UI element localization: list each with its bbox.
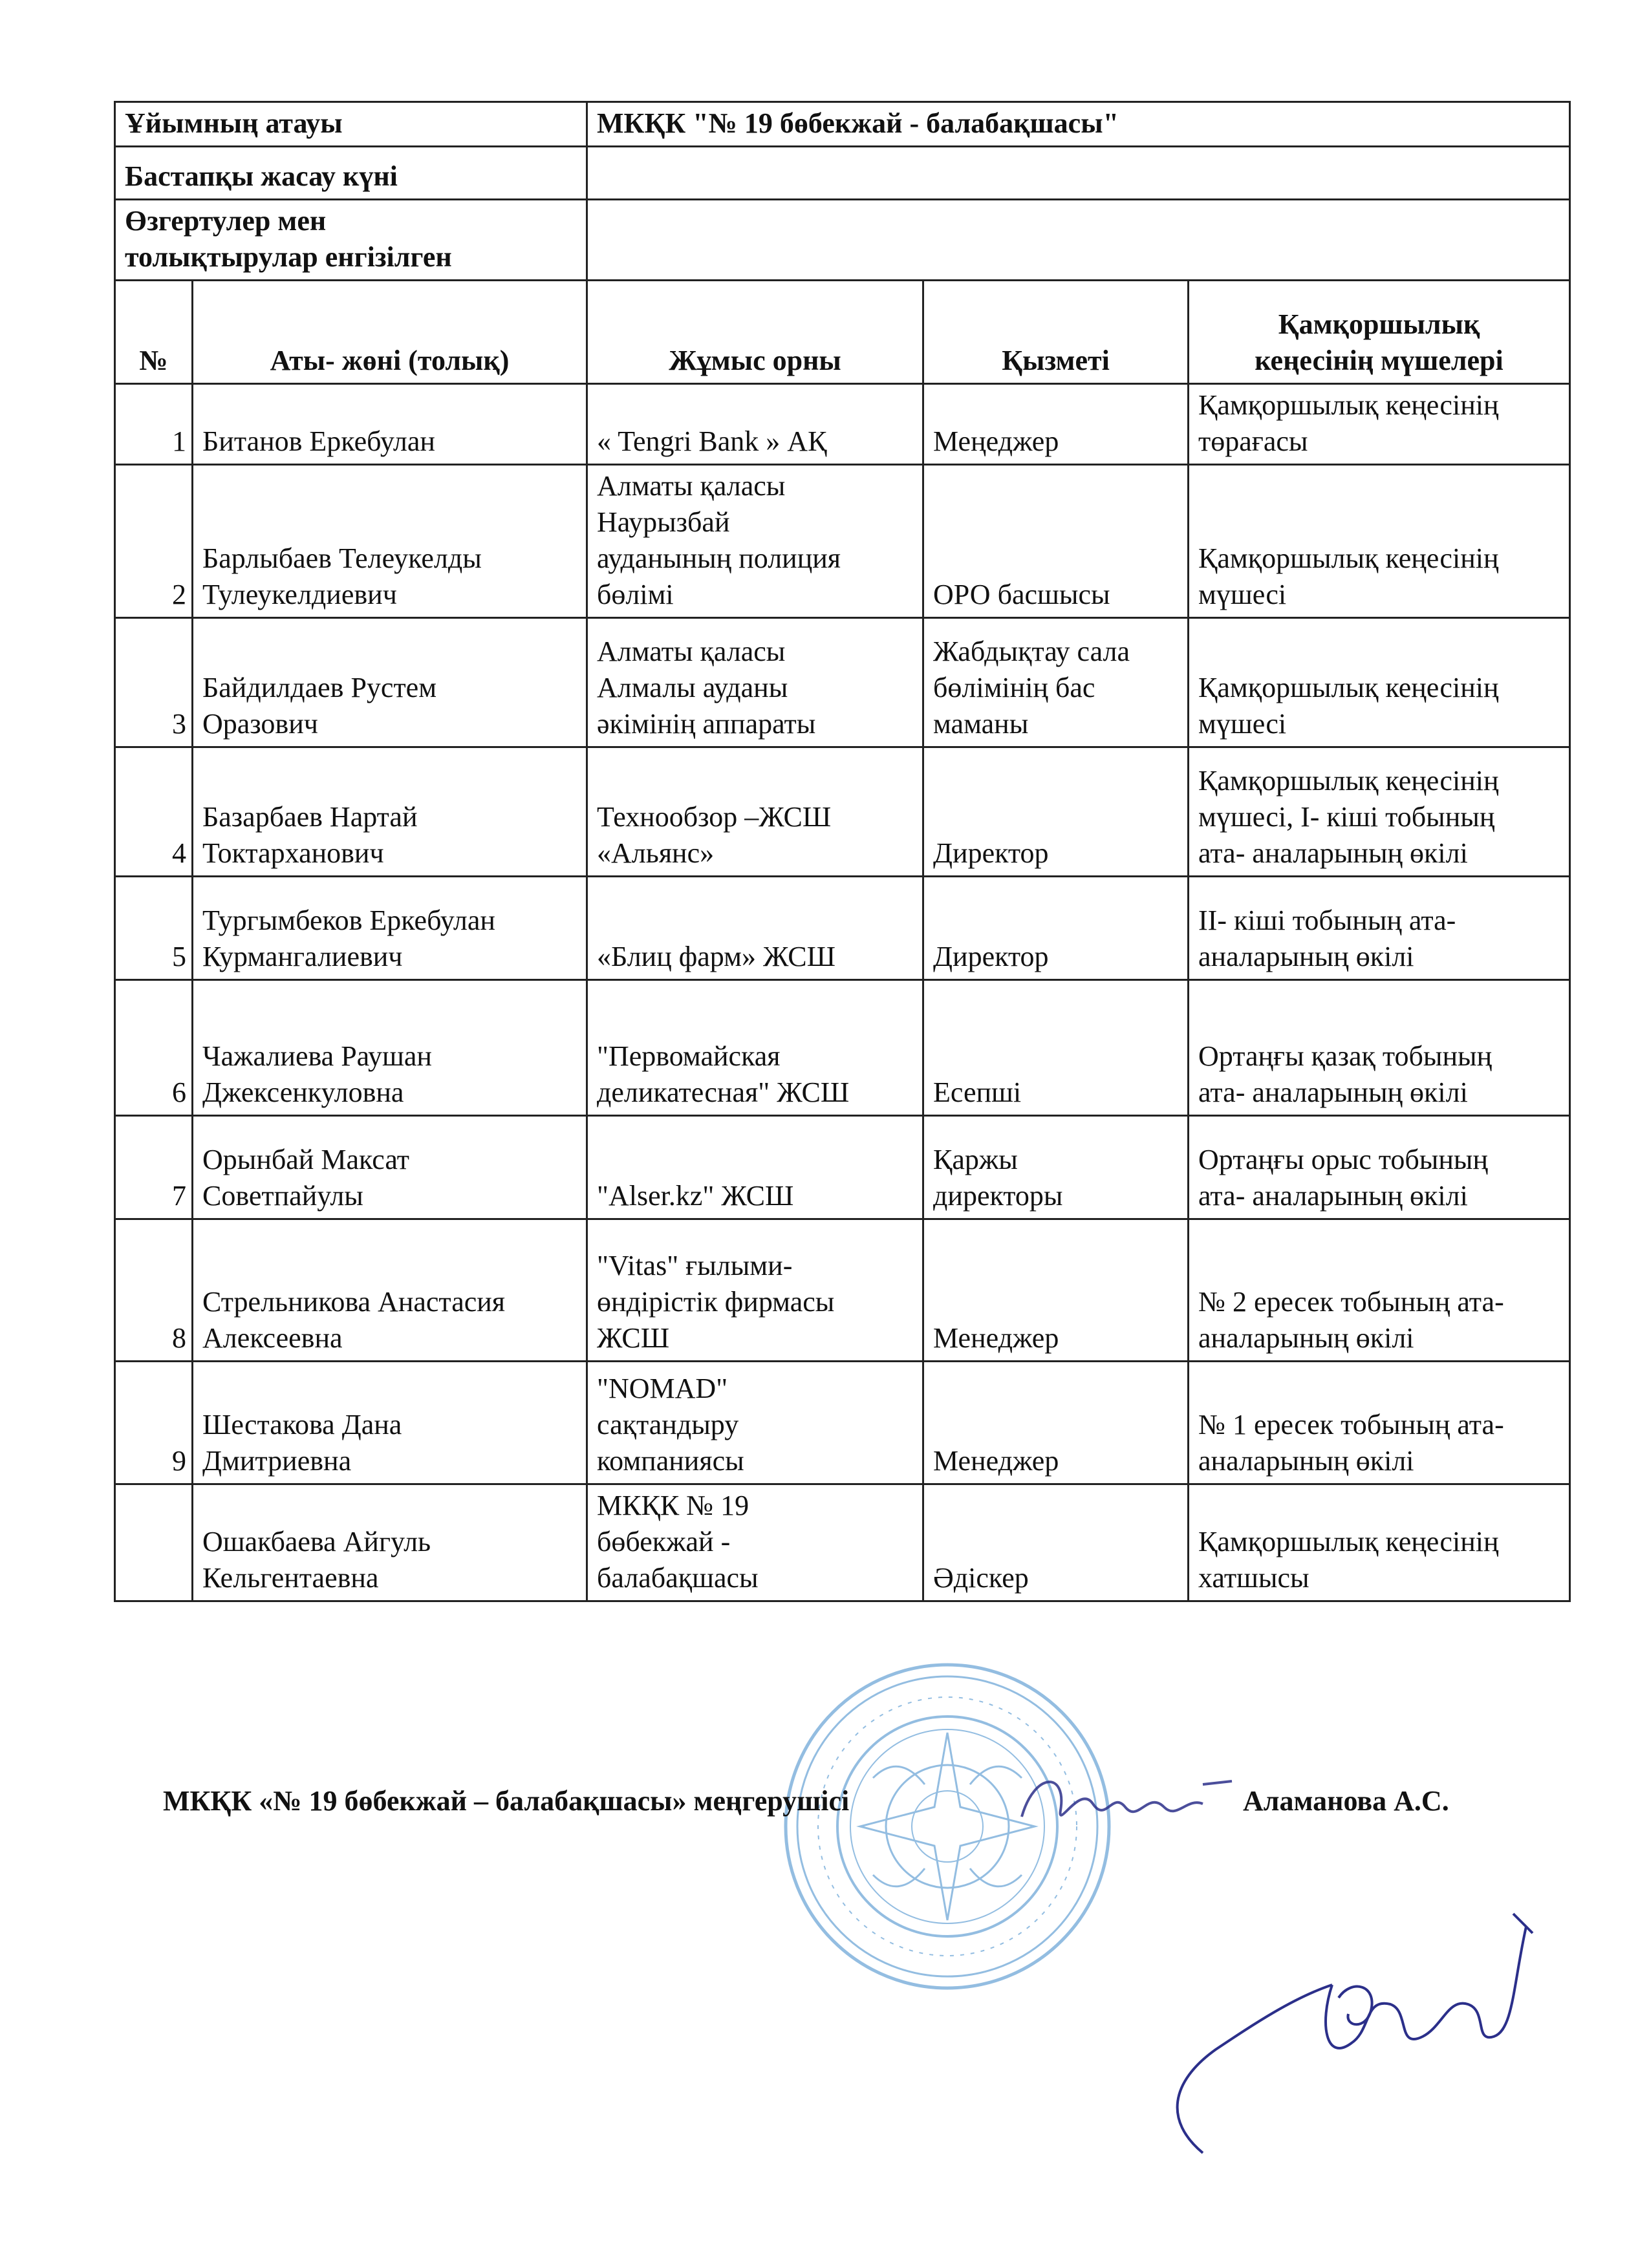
header-name: Аты- жөні (толық) — [193, 281, 587, 384]
table-row — [115, 1116, 1570, 1219]
row-council-role: № 1 ересек тобының ата- аналарының өкілі — [1189, 1362, 1570, 1484]
row-workplace: Алматы қаласы Алмалы ауданы әкімінің аппараты — [587, 618, 923, 747]
meta-row-created-date — [115, 147, 1570, 200]
row-number: 2 — [115, 465, 193, 618]
row-full-name: Битанов Еркебулан — [193, 384, 587, 465]
table-row — [115, 618, 1570, 747]
row-position: Есепші — [923, 980, 1189, 1116]
table-row — [115, 465, 1570, 618]
table-row — [115, 1362, 1570, 1484]
director-signature-large — [1125, 1888, 1539, 2159]
meta-label: Өзгертулер мен толықтырулар енгізілген — [115, 200, 587, 281]
council-table — [114, 101, 1571, 1602]
row-workplace: Технообзор –ЖСШ «Альянс» — [587, 747, 923, 877]
director-position-title: МКҚК «№ 19 бөбекжай – балабақшасы» меңгерушісі — [163, 1785, 850, 1817]
meta-row-organization — [115, 102, 1570, 147]
row-number — [115, 1484, 193, 1601]
row-workplace: "Первомайская деликатесная" ЖСШ — [587, 980, 923, 1116]
signature-block — [163, 1784, 1521, 1843]
row-council-role: Ортаңғы орыс тобының ата- аналарының өкілі — [1189, 1116, 1570, 1219]
row-workplace: "NOMAD" сақтандыру компаниясы — [587, 1362, 923, 1484]
row-number: 8 — [115, 1219, 193, 1362]
row-position: Әдіскер — [923, 1484, 1189, 1601]
table-row — [115, 384, 1570, 465]
meta-value: МКҚК "№ 19 бөбекжай - балабақшасы" — [587, 102, 1570, 147]
row-position: Меңеджер — [923, 384, 1189, 465]
row-full-name: Базарбаев Нартай Токтарханович — [193, 747, 587, 877]
header-position: Қызметі — [923, 281, 1189, 384]
row-workplace: МКҚК № 19 бөбекжай - балабақшасы — [587, 1484, 923, 1601]
row-position: Директор — [923, 747, 1189, 877]
row-number: 7 — [115, 1116, 193, 1219]
row-full-name: Стрельникова Анастасия Алексеевна — [193, 1219, 587, 1362]
row-position: Жабдықтау сала бөлімінің бас маманы — [923, 618, 1189, 747]
row-workplace: Алматы қаласы Наурызбай ауданының полиция бөлімі — [587, 465, 923, 618]
row-council-role: Қамқоршылық кеңесінің мүшесі — [1189, 465, 1570, 618]
table-row — [115, 877, 1570, 980]
row-number: 3 — [115, 618, 193, 747]
header-workplace: Жұмыс орны — [587, 281, 923, 384]
row-council-role: № 2 ересек тобының ата- аналарының өкілі — [1189, 1219, 1570, 1362]
row-full-name: Тургымбеков Еркебулан Курмангалиевич — [193, 877, 587, 980]
meta-value — [587, 147, 1570, 200]
row-full-name: Байдилдаев Рустем Оразович — [193, 618, 587, 747]
table-row — [115, 980, 1570, 1116]
table-row — [115, 747, 1570, 877]
meta-value — [587, 200, 1570, 281]
row-position: Менеджер — [923, 1219, 1189, 1362]
header-council: Қамқоршылық кеңесінің мүшелері — [1189, 281, 1570, 384]
row-workplace: "Vitas" ғылыми- өндірістік фирмасы ЖСШ — [587, 1219, 923, 1362]
header-no: № — [115, 281, 193, 384]
meta-label: Бастапқы жасау күні — [115, 147, 587, 200]
row-number: 1 — [115, 384, 193, 465]
row-full-name: Ошакбаева Айгуль Кельгентаевна — [193, 1484, 587, 1601]
table-body — [115, 384, 1570, 1601]
row-council-role: Қамқоршылық кеңесінің хатшысы — [1189, 1484, 1570, 1601]
row-number: 6 — [115, 980, 193, 1116]
row-number: 9 — [115, 1362, 193, 1484]
row-number: 5 — [115, 877, 193, 980]
row-position: ОРО басшысы — [923, 465, 1189, 618]
row-workplace: «Блиц фарм» ЖСШ — [587, 877, 923, 980]
meta-row-amendments — [115, 200, 1570, 281]
row-number: 4 — [115, 747, 193, 877]
row-workplace: "Alser.kz" ЖСШ — [587, 1116, 923, 1219]
row-full-name: Чажалиева Раушан Джексенкуловна — [193, 980, 587, 1116]
row-council-role: ІІ- кіші тобының ата- аналарының өкілі — [1189, 877, 1570, 980]
table-row — [115, 1219, 1570, 1362]
table-header-row — [115, 281, 1570, 384]
row-council-role: Қамқоршылық кеңесінің мүшесі — [1189, 618, 1570, 747]
row-position: Директор — [923, 877, 1189, 980]
row-position: Менеджер — [923, 1362, 1189, 1484]
row-position: Қаржы директоры — [923, 1116, 1189, 1219]
row-workplace: « Tengri Bank » АҚ — [587, 384, 923, 465]
row-council-role: Ортаңғы қазақ тобының ата- аналарының өкілі — [1189, 980, 1570, 1116]
row-full-name: Орынбай Максат Советпайулы — [193, 1116, 587, 1219]
director-name: Аламанова А.С. — [1243, 1785, 1449, 1817]
row-council-role: Қамқоршылық кеңесінің төрағасы — [1189, 384, 1570, 465]
row-full-name: Барлыбаев Телеукелды Тулеукелдиевич — [193, 465, 587, 618]
meta-label: Ұйымның атауы — [115, 102, 587, 147]
table-row — [115, 1484, 1570, 1601]
row-full-name: Шестакова Дана Дмитриевна — [193, 1362, 587, 1484]
row-council-role: Қамқоршылық кеңесінің мүшесі, І- кіші тобының ата- аналарының өкілі — [1189, 747, 1570, 877]
